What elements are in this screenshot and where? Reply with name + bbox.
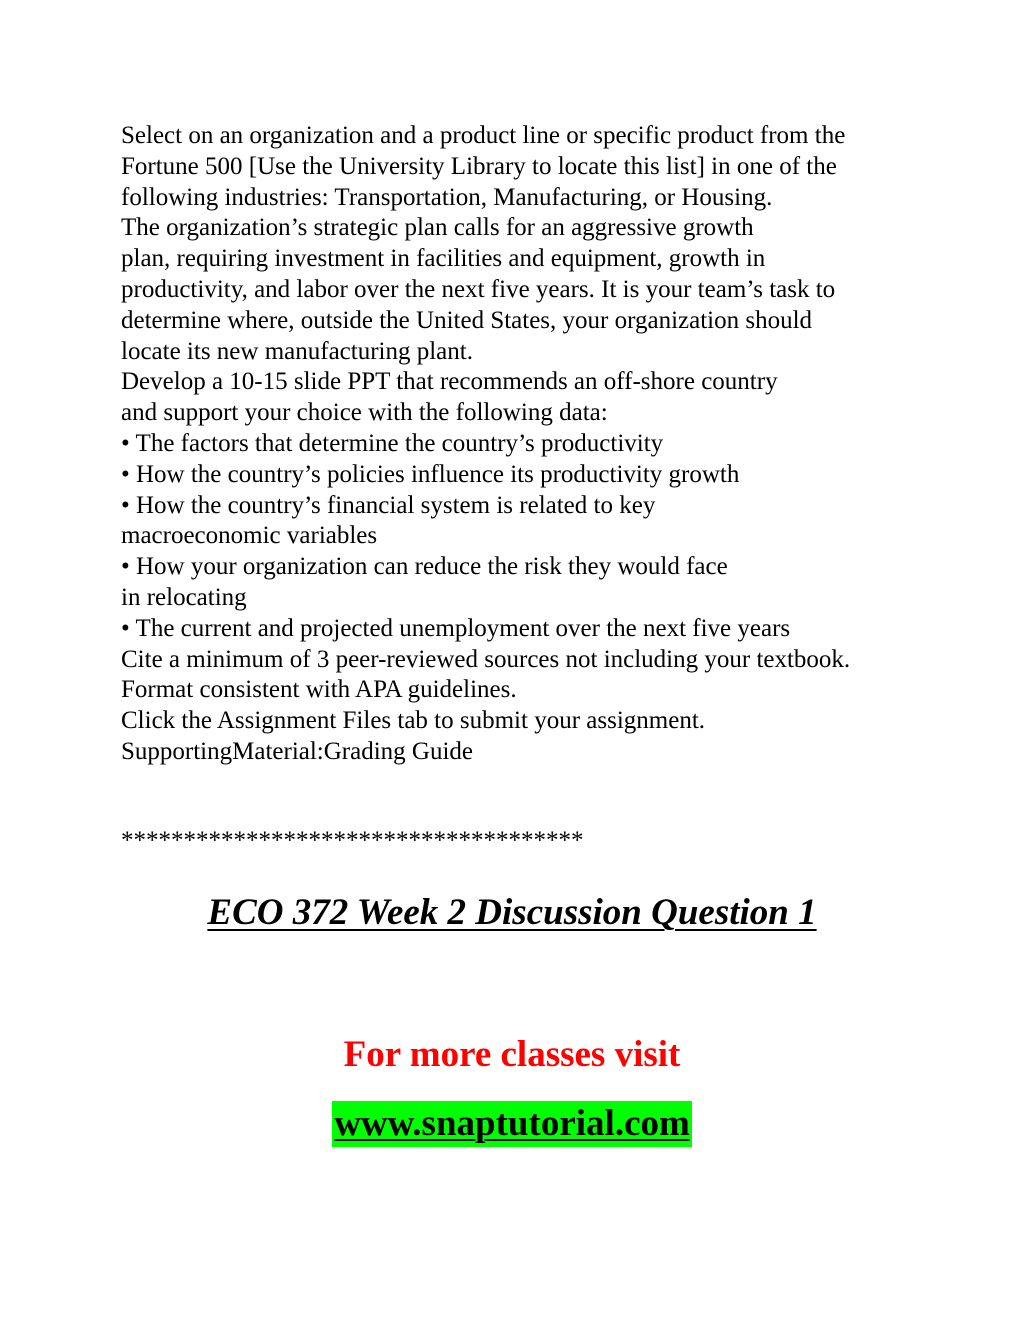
bullet-item: • How the country’s financial system is related to key xyxy=(121,491,656,519)
website-link-container xyxy=(0,1101,1024,1147)
instruction-line: productivity, and labor over the next five years. It is your team’s task to xyxy=(121,275,836,303)
bullet-item: • How the country’s policies influence its productivity growth xyxy=(121,460,740,488)
bullet-item-continuation: in relocating xyxy=(121,583,247,611)
instruction-line: The organization’s strategic plan calls for an aggressive growth xyxy=(121,214,754,242)
instruction-line: determine where, outside the United States, your organization should xyxy=(121,306,813,334)
instruction-line: Select on an organization and a product line or specific product from the xyxy=(121,122,846,149)
bullet-item: • The factors that determine the country’s productivity xyxy=(121,429,664,457)
asterisk-separator: ************************************* xyxy=(121,827,584,854)
supporting-material-line: SupportingMaterial:Grading Guide xyxy=(121,737,474,765)
instruction-line: locate its new manufacturing plant. xyxy=(121,337,473,365)
instruction-line: Cite a minimum of 3 peer-reviewed sources not including your textbook. xyxy=(121,645,851,673)
instruction-line: following industries: Transportation, Manufacturing, or Housing. xyxy=(121,183,773,211)
instruction-line: Format consistent with APA guidelines. xyxy=(121,676,517,704)
website-link[interactable]: www.snaptutorial.com xyxy=(332,1101,692,1147)
instruction-line: Develop a 10-15 slide PPT that recommends an off-shore country xyxy=(121,368,778,396)
section-heading: ECO 372 Week 2 Discussion Question 1 xyxy=(207,892,817,933)
instruction-line: Fortune 500 [Use the University Library to locate this list] in one of the xyxy=(121,152,837,180)
instruction-line: plan, requiring investment in facilities and equipment, growth in xyxy=(121,245,766,273)
assignment-instructions xyxy=(121,121,941,768)
promo-text: For more classes visit xyxy=(343,1034,681,1075)
bullet-item: • The current and projected unemployment over the next five years xyxy=(121,614,791,642)
bullet-item: • How your organization can reduce the risk they would face xyxy=(121,553,728,581)
bullet-item-continuation: macroeconomic variables xyxy=(121,522,378,550)
instruction-line: and support your choice with the following data: xyxy=(121,399,608,427)
instruction-line: Click the Assignment Files tab to submit your assignment. xyxy=(121,707,706,735)
